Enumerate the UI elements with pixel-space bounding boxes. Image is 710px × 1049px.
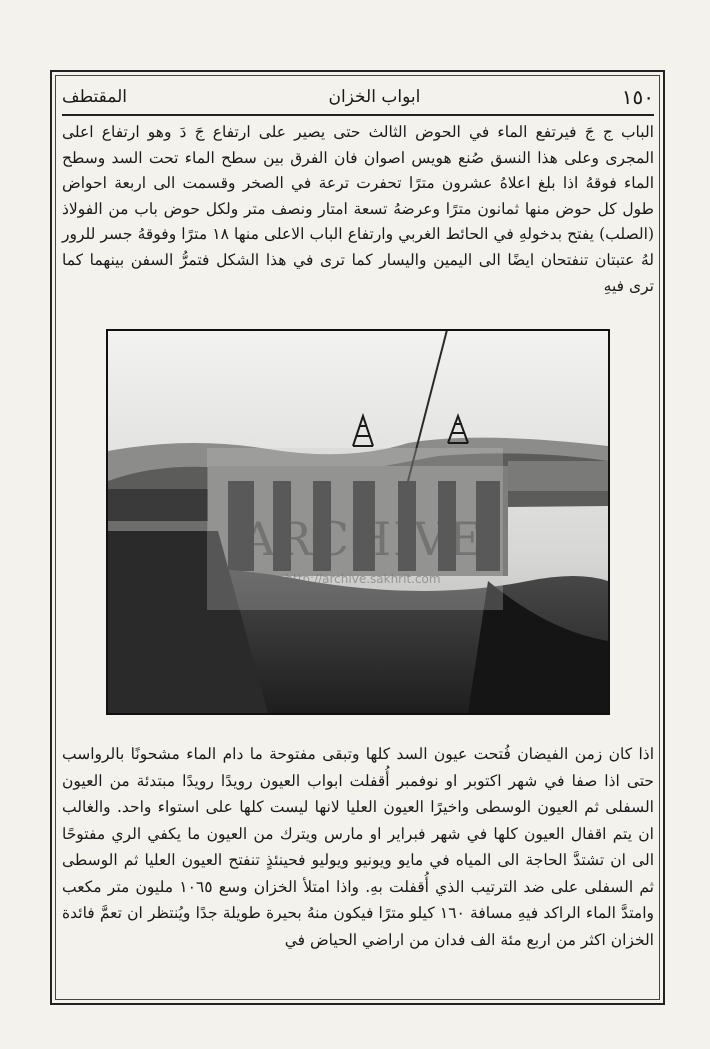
journal-title: المقتطف bbox=[62, 87, 128, 107]
running-header bbox=[62, 80, 654, 116]
top-paragraph: الباب ج جَ فيرتفع الماء في الحوض الثالث حتى يصير على ارتفاع جَ دَ وهو ارتفاع اعلى المجرى وعلى هذا النسق صُنع هويس اصوان فان الفرق بين سطح الماء تحت السد وسطح الماء فوقهُ اذا بلغ اعلاهُ عشرون مترًا تحفرت ترعة في الصخر وقسمت الى اربعة احواض طول كل حوض منها ثمانون مترًا وعرضهُ تسعة امتار ونصف متر ولكل حوض باب من الفولاذ (الصلب) يفتح بدخولهِ في الحائط الغربي وارتفاع الباب الاعلى منها ١٨ مترًا وفوقهُ جسر للرور لهُ عتبتان تنفتحان ايضًا الى اليمين واليسار كما ترى في هذا الشكل فتمرُّ السفن بينهما كما ترى فيهِ bbox=[62, 123, 655, 295]
archive-watermark-text: ARCHIVE bbox=[241, 512, 485, 566]
section-title: ابواب الخزان bbox=[328, 87, 421, 107]
page-number: ١٥٠ bbox=[621, 85, 654, 109]
archive-watermark-url: http://archive.sakhrit.com bbox=[285, 572, 441, 586]
bottom-paragraph: اذا كان زمن الفيضان فُتحت عيون السد كلها وتبقى مفتوحة ما دام الماء مشحونًا بالرواسب حتى اذا صفا في شهر اكتوبر او نوفمبر أُقفلت ابواب العيون رويدًا رويدًا مبتدئة من العيون السفلى ثم العيون الوسطى واخيرًا العيون العليا لانها ليست كلها على استواء واحد. والغالب ان يتم اقفال العيون كلها في شهر فبراير او مارس ويترك من العيون ما يكفي الري مفتوحًا الى ان تشتدَّ الحاجة الى المياه في مايو ويونيو ويوليو فحينئذٍ تنفتح العيون العليا ثم الوسطى ثم السفلى على ضد الترتيب الذي أُقفلت بهِ. واذا امتلأ الخزان وسع ١٠٦٥ مليون متر مكعب وامتدَّ الماء الراكد فيهِ مسافة ١٦٠ كيلو مترًا فيكون منهُ بحيرة طويلة جدًا ويُنتظر ان تعمَّ فائدة الخزان اكثر من اربع مئة الف فدان من اراضي الحياض في bbox=[62, 745, 654, 949]
archive-watermark-logo bbox=[218, 512, 508, 566]
